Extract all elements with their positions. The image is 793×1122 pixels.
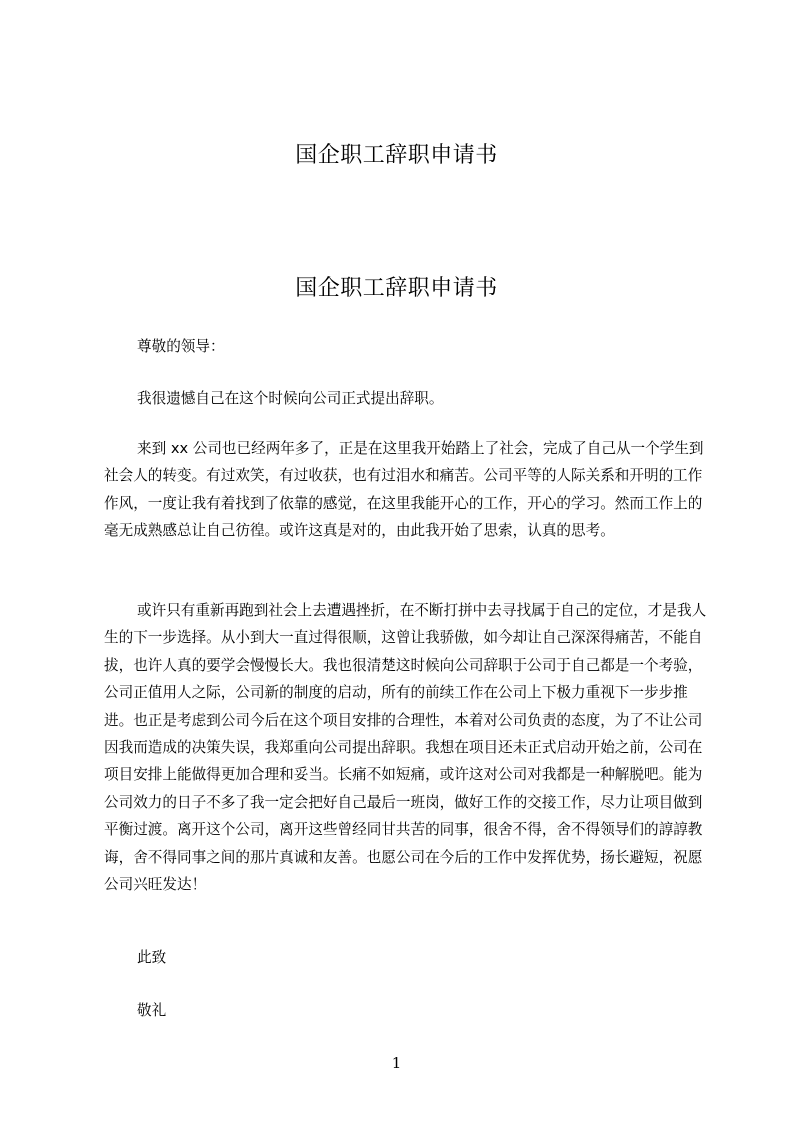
salutation: 尊敬的领导： xyxy=(137,338,225,355)
paragraph-2: 或许只有重新再跑到社会上去遭遇挫折，在不断打拼中去寻找属于自己的定位，才是我人生的下一步选择。从小到大一直过得很顺，这曾让我骄傲，如今却让自己深深得痛苦，不能自拔，也许人真的要学会慢慢长大。我也很清楚这时候向公司辞职于公司于自己都是一个考验，公司正值用人之际，公司新的制度的启动，所有的前续工作在公司上下极力重视下一步步推进。也正是考虑到公司今后在这个项目安排的合理性，本着对公司负责的态度，为了不让公司因我而造成的决策失误，我郑重向公司提出辞职。我想在项目还未正式启动开始之前，公司在项目安排上能做得更加合理和妥当。长痛不如短痛，或许这对公司对我都是一种解脱吧。能为公司效力的日子不多了我一定会把好自己最后一班岗，做好工作的交接工作，尽力让项目做到平衡过渡。离开这个公司，离开这些曾经同甘共苦的同事，很舍不得，舍不得领导们的諄諄教诲，舍不得同事之间的那片真诚和友善。也愿公司在今后的工作中发挥优势，扬长避短，祝愿公司兴旺发达！ xyxy=(104,602,707,894)
header-title: 国企职工辞职申请书 xyxy=(295,143,498,168)
paragraph-1: 来到 xx 公司也已经两年多了，正是在这里我开始踏上了社会，完成了自己从一个学生到社会人的转变。有过欢笑，有过收获，也有过泪水和痛苦。公司平等的人际关系和开明的工作作风，一度让我有着找到了依靠的感觉，在这里我能开心的工作，开心的学习。然而工作上的毫无成熟感总让自己彷徨。或许这真是对的，由此我开始了思索，认真的思考。 xyxy=(104,440,704,540)
closing-zhici: 此致 xyxy=(137,949,167,966)
page-number: 1 xyxy=(391,1054,402,1072)
opening-sentence: 我很遗憾自己在这个时候向公司正式提出辞职。 xyxy=(137,390,444,407)
closing-jingli: 敬礼 xyxy=(137,1002,167,1019)
document-title: 国企职工辞职申请书 xyxy=(295,276,498,301)
